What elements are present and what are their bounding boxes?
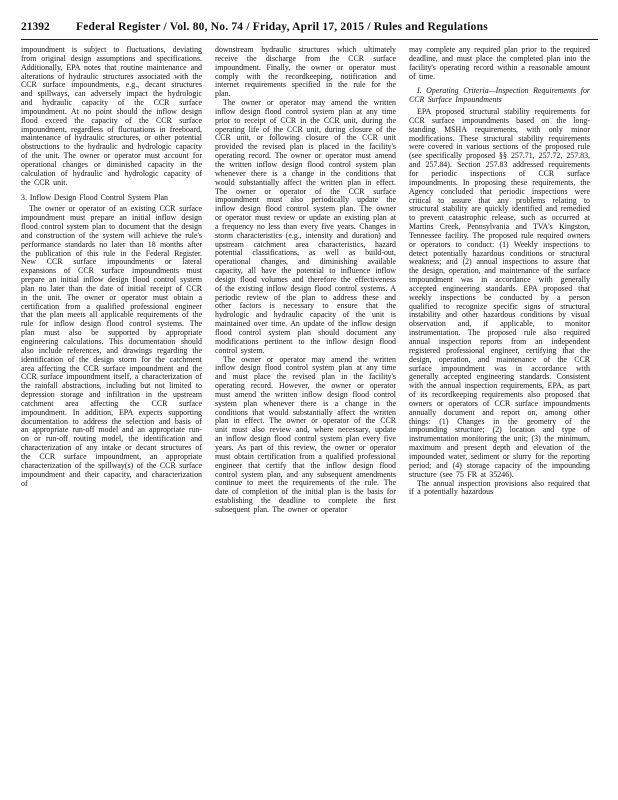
paragraph: The owner or operator may amend the written inflow design flood control system plan at any time prior to receipt of CCR in the CCR unit, during the operating life of the CCR unit, during closure of the CCR unit, or following closure of the CCR unit provided the revised plan is placed in the facility's operating record. The owner or operator must amend the written inflow design flood control system plan whenever there is a change in the conditions that would substantially affect the written plan in effect. The owner or operator of the CCR surface impoundment must also periodically update the inflow design flood control system plan. The owner or operator must review or update an existing plan at a frequency no less than every five years. Changes in storm characteristics (e.g., intensity and duration) and upstream catchment area characteristics, hazard potential classifications, as well as build-out, operational changes, and diminishing available capacity, all have the potential to influence inflow design flood volumes and therefore the effectiveness of the existing inflow design flood control systems. A periodic review of the plan to address these and other factors is necessary to ensure that the hydrologic and hydraulic capacity of the unit is maintained over time. An update of the inflow design flood control system plan should document any modifications pertinent to the inflow design flood control system. bbox=[215, 98, 396, 355]
paragraph: The owner or operator may amend the written inflow design flood control system plan at any time and must place the revised plan in the facility's operating record. However, the owner or operator must amend the written inflow design flood control system plan whenever there is a change in the conditions that would substantially affect the written plan in effect. The owner or operator of the CCR unit must also review and, where necessary, update an inflow design flood control system plan every five years. As part of this review, the owner or operator must obtain certification from a qualified professional engineer that certify that the inflow design flood control system plan, and any subsequent amendments continue to meet the requirements of the rule. The date of completion of the initial plan is the basis for establishing the deadline to complete the first subsequent plan. The owner or operator bbox=[215, 354, 396, 514]
column-2 bbox=[215, 46, 396, 786]
section-heading: I. Operating Criteria—Inspection Requirements for CCR Surface Impoundments bbox=[409, 86, 590, 105]
paragraph: EPA proposed structural stability requirements for CCR surface impoundments based on the long-standing MSHA requirements, with only minor modifications. These structural stability requirements were covered in various sections of the proposed rule (see specifically proposed §§ 257.71, 257.72, 257.83, and 257.84). Section 257.83 addressed requirements for periodic inspections of CCR surface impoundments. In proposing these requirements, the Agency concluded that periodic inspections were critical to assure that any problems relating to structural stability are quickly identified and remedied to prevent catastrophic release, such as occurred at Martins Creek, Pennsylvania and TVA's Kingston, Tennessee facility. The proposed rule required owners or operators to conduct: (1) Weekly inspections to detect potentially hazardous conditions or structural weakness; and (2) annual inspections to assure that the design, operation, and maintenance of the surface impoundment was in accordance with generally accepted engineering standards. EPA proposed that weekly inspections be conducted by a person qualified to recognize specific signs of structural instability and other hazardous conditions by visual observation and, if applicable, to monitor instrumentation. The proposed rule also required annual inspection reports from an independent registered professional engineer, certifying that the design, operation, and maintenance of the CCR surface impoundment was in accordance with generally accepted engineering standards. Consistent with the annual inspection requirements, EPA, as part of its recordkeeping requirements also proposed that owners or operators of CCR surface impoundments annually document and report on, among other things: (1) Changes in the geometry of the impounding structure; (2) location and type of instrumentation monitoring the unit; (3) the minimum, maximum and present depth and elevation of the impounded water, sediment or slurry for the reporting period; and (4) storage capacity of the impounding structure (see 75 FR at 35246). bbox=[409, 107, 590, 479]
column-1 bbox=[21, 46, 202, 786]
publication-line: Federal Register / Vol. 80, No. 74 / Friday, April 17, 2015 / Rules and Regulations bbox=[76, 21, 488, 33]
section-heading: 3. Inflow Design Flood Control System Plan bbox=[21, 192, 168, 202]
body-columns bbox=[21, 46, 598, 786]
paragraph: The annual inspection provisions also required that if a potentially hazardous bbox=[409, 478, 590, 497]
column-3 bbox=[409, 46, 590, 786]
page-number: 21392 bbox=[21, 21, 50, 33]
paragraph: impoundment is subject to fluctuations, deviating from original design assumptions and specifications. Additionally, EPA notes that routine maintenance and alterations of hydraulic structures associated with the CCR surface impoundments, e.g., decant structures and spillways, can adversely impact the hydrologic and hydraulic capacity of the CCR surface impoundment. At no point should the inflow design flood exceed the capacity of the CCR surface impoundment, regardless of fluctuations in freeboard, maintenance of hydraulic structures, or other potential obstructions to the hydraulic and hydrologic capacity of the unit. The owner or operator must account for operational changes or diminished capacity in the calculation of hydraulic and hydrologic capacity of the CCR unit. bbox=[21, 46, 202, 187]
paragraph: downstream hydraulic structures which ultimately receive the discharge from the CCR surface impoundment. Finally, the owner or operator must comply with the recordkeeping, notification and internet requirements specified in the rule for the plan. bbox=[215, 46, 396, 99]
header-rule bbox=[21, 39, 598, 40]
paragraph: The owner or operator of an existing CCR surface impoundment must prepare an initial inflow design flood control system plan to document that the design and construction of the system will achieve the rule's performance standards no later than 18 months after the publication of this rule in the Federal Register. New CCR surface impoundments or lateral expansions of CCR surface impoundments must prepare an initial inflow design flood control system plan no later than the date of initial receipt of CCR in the unit. The owner or operator must obtain a certification from a qualified professional engineer that the plan meets all applicable requirements of the rule for inflow design flood control systems. The plan must also be supported by appropriate engineering calculations. This documentation should also include references, and drawings regarding the identification of the design storm for the catchment area affecting the CCR surface impoundment and the CCR surface impoundment itself, a characterization of the rainfall abstractions, including but not limited to depression storage and infiltration in the upstream catchment area affecting the CCR surface impoundment. In addition, EPA expects supporting documentation to address the selection and basis of an appropriate run-off model and an appropriate run-on or run-off routing model, the identification and characterization of any intake or decant structures of the CCR surface impoundment, an appropriate characterization of the spillway(s) of the CCR surface impoundment and their capacity, and characterization of bbox=[21, 204, 202, 488]
paragraph: may complete any required plan prior to the required deadline, and must place the completed plan into the facility's operating record within a reasonable amount of time. bbox=[409, 46, 590, 81]
page-header bbox=[21, 20, 598, 34]
